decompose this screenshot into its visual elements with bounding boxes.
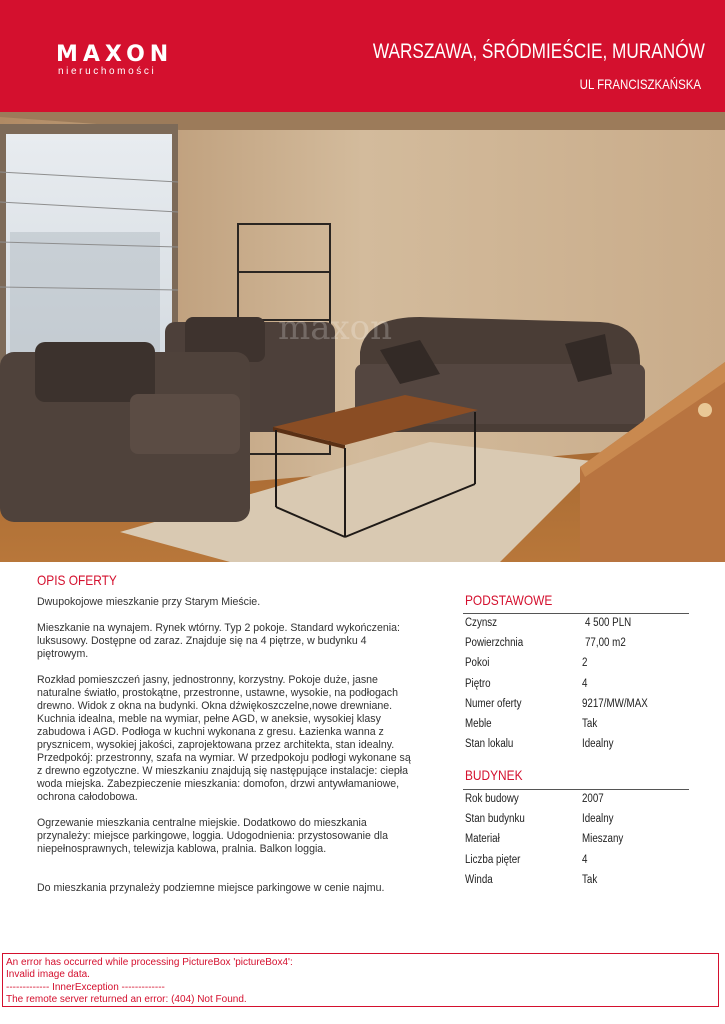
basic-heading: PODSTAWOWE <box>465 592 553 608</box>
row-label: Stan budynku <box>465 813 525 826</box>
table-row <box>465 614 695 634</box>
error-line: Invalid image data. <box>6 969 90 981</box>
description-paragraph: Dwupokojowe mieszkanie przy Starym Mieście. <box>37 596 261 608</box>
location-title: WARSZAWA, ŚRÓDMIEŚCIE, MURANÓW <box>373 40 705 63</box>
row-value: 77,00 m2 <box>585 637 626 650</box>
description-paragraph: Rozkład pomieszczeń jasny, jednostronny, korzystny. Pokoje duże, jasne naturalne światło, prostokątne, przestronne, ustawne, wysokie, na podłogach drewno. Widok z okna na budynki. Okna dźwiękoszczelne,nowe drewniane. Kuchnia idealna, meble na wymiar, pełne AGD, w aneksie, wysokiej klasy zabudowa i AGD. Podłoga w kuchni wykonana z gresu. Łazienka wanna z prysznicem, wysokiej jakości, zaprojektowana przez architekta, stan idealny. Przedpokój: przestronny, szafa na wymiar. W przedpokoju podłogi wykonane są z drewno egzotyczne. W mieszkaniu znajdują się następujące instalacje: ciepła woda miejska. Zabezpieczenie mieszkania: domofon, drzwi antywłamaniowe, ochrona całodobowa. <box>37 674 411 803</box>
building-table <box>465 790 695 891</box>
basic-table <box>465 614 695 755</box>
row-value: 4 500 PLN <box>585 617 632 629</box>
table-row <box>465 654 695 674</box>
row-label: Meble <box>465 717 492 730</box>
photo-watermark: maxon <box>278 308 393 348</box>
table-row <box>465 830 695 850</box>
street-name: UL FRANCISZKAŃSKA <box>579 76 701 92</box>
table-row <box>465 810 695 830</box>
row-label: Liczba pięter <box>465 853 521 866</box>
logo-wordmark: MAXON <box>56 42 174 67</box>
row-value: Mieszany <box>582 833 624 846</box>
row-label: Pokoi <box>465 657 490 670</box>
table-row <box>465 675 695 695</box>
error-message-box <box>2 953 719 1007</box>
row-value: 4 <box>582 853 588 866</box>
table-row <box>465 634 695 654</box>
error-line: ------------- InnerException ------------- <box>6 981 165 993</box>
table-row <box>465 715 695 735</box>
row-label: Stan lokalu <box>465 738 514 751</box>
table-row <box>465 735 695 755</box>
row-value: 2 <box>582 657 588 670</box>
description-paragraph: Ogrzewanie mieszkania centralne miejskie. Dodatkowo do mieszkania przynależy: miejsce parkingowe, loggia. Udogodnienia: przystosowanie dla niepełnosprawnych, telewizja kablowa, pralnia. Balkon loggia. <box>37 817 388 855</box>
apartment-photo <box>0 112 725 562</box>
row-label: Numer oferty <box>465 697 522 710</box>
description-heading: OPIS OFERTY <box>37 572 117 588</box>
row-value: 2007 <box>582 793 604 805</box>
description-body <box>37 596 427 908</box>
row-value: 9217/MW/MAX <box>582 697 648 710</box>
logo-tagline: nieruchomości <box>58 66 157 77</box>
row-label: Piętro <box>465 677 491 690</box>
parking-note: Do mieszkania przynależy podziemne miejsce parkingowe w cenie najmu. <box>37 882 385 894</box>
table-row <box>465 851 695 871</box>
row-label: Rok budowy <box>465 793 519 805</box>
row-label: Materiał <box>465 833 500 846</box>
row-value: Idealny <box>582 813 614 826</box>
row-value: Tak <box>582 873 598 886</box>
table-row <box>465 790 695 810</box>
error-line: An error has occurred while processing PictureBox 'pictureBox4': <box>6 957 293 968</box>
row-value: Tak <box>582 717 598 730</box>
row-label: Powierzchnia <box>465 637 524 650</box>
building-heading: BUDYNEK <box>465 767 523 783</box>
table-row <box>465 695 695 715</box>
header-banner <box>0 0 725 112</box>
description-paragraph: Mieszkanie na wynajem. Rynek wtórny. Typ 2 pokoje. Standard wykończenia: luksusowy. Dostępne od zaraz. Znajduje się na 4 piętrze, w budynku 4 piętrowym. <box>37 622 400 660</box>
row-label: Czynsz <box>465 617 498 629</box>
error-line: The remote server returned an error: (404) Not Found. <box>6 993 247 1005</box>
row-label: Winda <box>465 873 493 886</box>
maxon-logo <box>56 44 173 78</box>
table-row <box>465 871 695 891</box>
row-value: Idealny <box>582 738 614 751</box>
row-value: 4 <box>582 677 588 690</box>
